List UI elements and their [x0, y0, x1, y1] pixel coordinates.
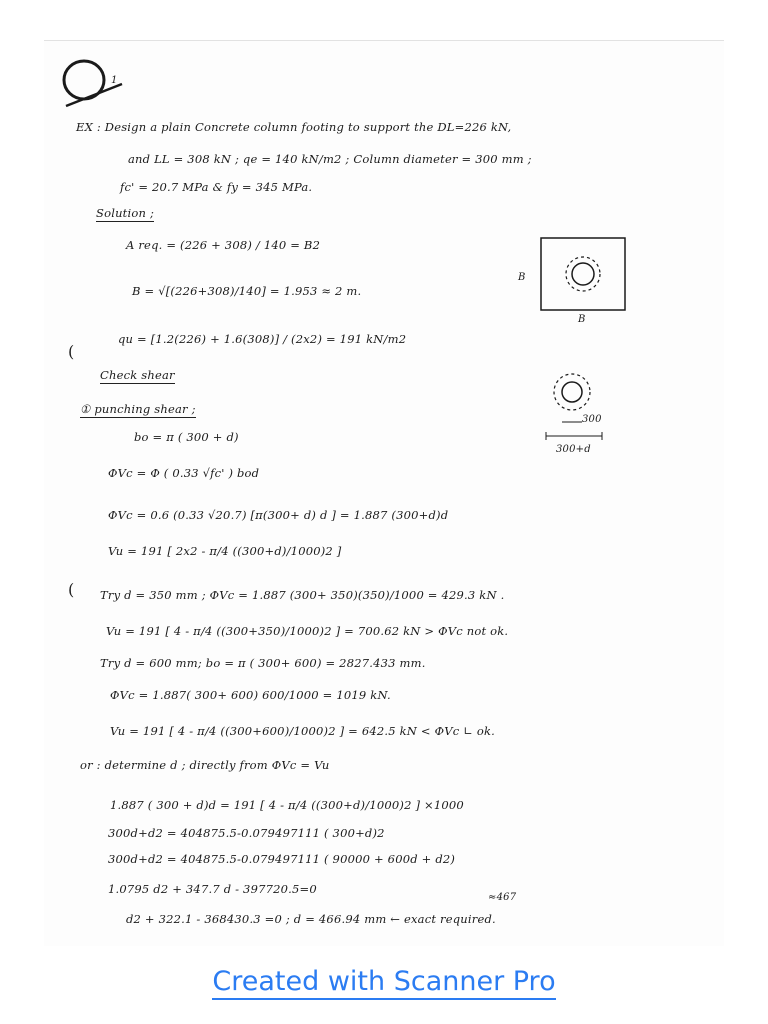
footing-plan-sketch	[512, 234, 632, 330]
direct-method-heading: or : determine d ; directly from ΦVc = Vu	[80, 758, 330, 772]
vu-350-line: Vu = 191 [ 4 - π/4 ((300+350)/1000)2 ] = 700.62 kN > ΦVc not ok.	[106, 624, 509, 638]
punching-dim-inner: 300	[582, 414, 602, 425]
problem-statement-line-1: EX : Design a plain Concrete column footing to support the DL=226 kN,	[76, 120, 512, 134]
scanner-pro-watermark-link[interactable]	[0, 966, 768, 997]
punching-perimeter-sketch	[540, 368, 620, 456]
solution-heading: Solution ;	[96, 206, 155, 220]
area-required-eq: A req. = (226 + 308) / 140 = B2	[126, 238, 321, 252]
width-b-eq: B = √[(226+308)/140] = 1.953 ≈ 2 m.	[132, 284, 362, 298]
bo-eq: bo = π ( 300 + d)	[134, 430, 239, 444]
final-d-line: d2 + 322.1 - 368430.3 =0 ; d = 466.94 mm ← exact required.	[126, 912, 496, 926]
qu-eq: qu = [1.2(226) + 1.6(308)] / (2x2) = 191 kN/m2	[118, 332, 407, 346]
margin-mark: (	[68, 342, 75, 361]
margin-mark: (	[68, 580, 75, 599]
direct-eq-3: 300d+d2 = 404875.5-0.079497111 ( 90000 + 600d + d2)	[108, 852, 456, 866]
vu-eq: Vu = 191 [ 2x2 - π/4 ((300+d)/1000)2 ]	[108, 544, 342, 558]
footing-label-left: B	[518, 272, 526, 283]
footer-text: Created with Scanner Pro	[212, 966, 555, 1000]
problem-statement-line-2: and LL = 308 kN ; qe = 140 kN/m2 ; Column diameter = 300 mm ;	[128, 152, 532, 166]
quadratic-eq: 1.0795 d2 + 347.7 d - 397720.5=0	[108, 882, 317, 896]
phi-vc-600-line: ΦVc = 1.887( 300+ 600) 600/1000 = 1019 kN.	[110, 688, 391, 702]
punching-shear-heading: ① punching shear ;	[80, 402, 196, 416]
rounded-d-note: ≈467	[488, 892, 517, 903]
check-shear-heading: Check shear	[100, 368, 175, 382]
footing-label-bottom: B	[578, 314, 586, 325]
punching-dim-outer: 300+d	[556, 444, 591, 455]
phi-vc-eq-1: ΦVc = Φ ( 0.33 √fc' ) bod	[108, 466, 260, 480]
direct-eq-2: 300d+d2 = 404875.5-0.079497111 ( 300+d)2	[108, 826, 385, 840]
vu-600-line: Vu = 191 [ 4 - π/4 ((300+600)/1000)2 ] = 642.5 kN < ΦVc ∟ ok.	[110, 724, 496, 738]
direct-eq-1: 1.887 ( 300 + d)d = 191 [ 4 - π/4 ((300+d)/1000)2 ] ×1000	[110, 798, 464, 812]
example-number: 1	[111, 75, 118, 86]
phi-vc-eq-2: ΦVc = 0.6 (0.33 √20.7) [π(300+ d) d ] = 1.887 (300+d)d	[108, 508, 449, 522]
problem-statement-line-3: fc' = 20.7 MPa & fy = 345 MPa.	[120, 180, 313, 194]
try-d-350-line: Try d = 350 mm ; ΦVc = 1.887 (300+ 350)(350)/1000 = 429.3 kN .	[100, 588, 505, 602]
try-d-600-line: Try d = 600 mm; bo = π ( 300+ 600) = 2827.433 mm.	[100, 656, 426, 670]
